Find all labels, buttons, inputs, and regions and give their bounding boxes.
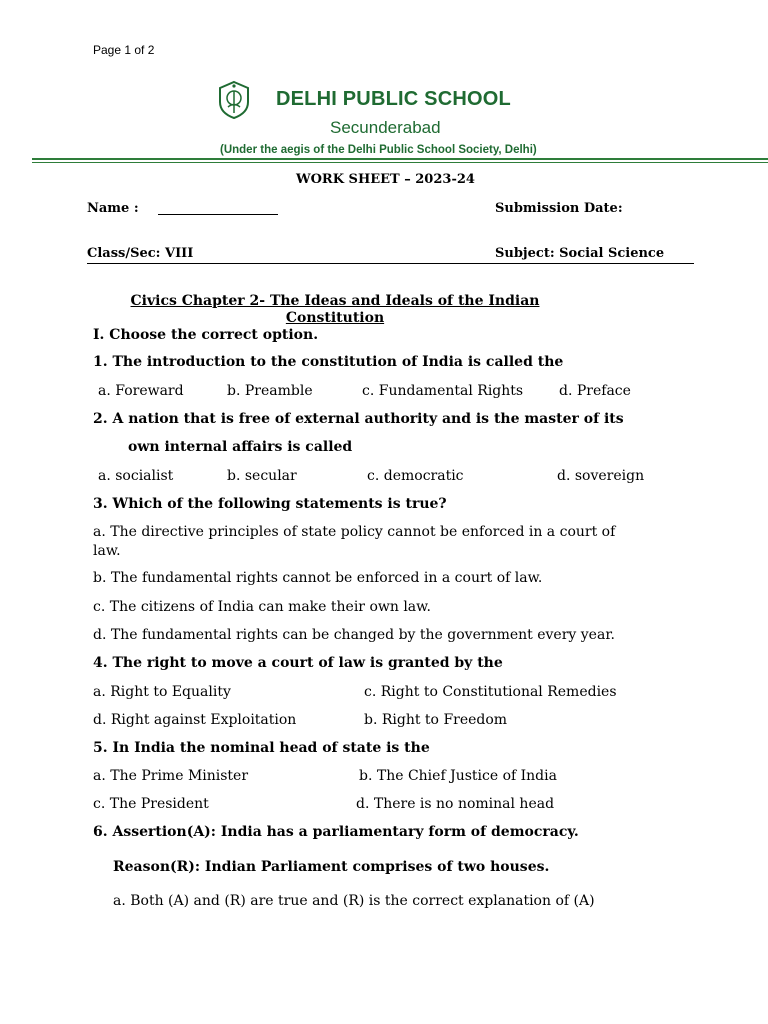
school-aegis: (Under the aegis of the Delhi Public School Society, Delhi)	[220, 144, 537, 156]
q2-option-a: a. socialist	[98, 468, 174, 484]
q5-option-b: b. The Chief Justice of India	[359, 768, 557, 784]
submission-date-label: Submission Date:	[495, 201, 623, 216]
q1-option-b: b. Preamble	[227, 383, 313, 399]
name-blank-line	[158, 214, 278, 215]
q5-option-d: d. There is no nominal head	[356, 796, 555, 812]
q5-option-c: c. The President	[93, 796, 209, 812]
question-4: 4. The right to move a court of law is granted by the	[93, 655, 503, 671]
question-1: 1. The introduction to the constitution of India is called the	[93, 354, 564, 370]
school-city: Secunderabad	[330, 118, 441, 137]
question-2-continued: own internal affairs is called	[128, 439, 353, 455]
q4-option-d: d. Right against Exploitation	[93, 712, 297, 728]
q2-option-c: c. democratic	[367, 468, 464, 484]
q2-option-b: b. secular	[227, 468, 297, 484]
question-3: 3. Which of the following statements is true?	[93, 496, 447, 512]
dps-emblem-icon	[214, 80, 254, 120]
q4-option-c: c. Right to Constitutional Remedies	[364, 684, 617, 700]
worksheet-title: WORK SHEET – 2023-24	[296, 172, 475, 187]
header-divider	[32, 158, 768, 160]
header-divider-thin	[32, 162, 768, 163]
question-5: 5. In India the nominal head of state is the	[93, 740, 430, 756]
q3-option-a-continued: law.	[93, 543, 121, 559]
name-label: Name :	[87, 201, 139, 216]
q1-option-a: a. Foreward	[98, 383, 184, 399]
chapter-title: Civics Chapter 2- The Ideas and Ideals of the Indian Constitution	[130, 293, 540, 326]
q3-option-d: d. The fundamental rights can be changed by the government every year.	[93, 627, 615, 643]
q4-option-a: a. Right to Equality	[93, 684, 231, 700]
q1-option-d: d. Preface	[559, 383, 631, 399]
q3-option-a: a. The directive principles of state policy cannot be enforced in a court of	[93, 524, 616, 540]
class-section-label: Class/Sec: VIII	[87, 246, 194, 261]
q1-option-c: c. Fundamental Rights	[362, 383, 524, 399]
question-2: 2. A nation that is free of external authority and is the master of its	[93, 411, 624, 427]
page-indicator: Page 1 of 2	[93, 43, 155, 57]
info-divider	[87, 263, 694, 264]
q6-option-a: a. Both (A) and (R) are true and (R) is the correct explanation of (A)	[113, 893, 595, 909]
school-name: DELHI PUBLIC SCHOOL	[276, 88, 511, 110]
q3-option-b: b. The fundamental rights cannot be enforced in a court of law.	[93, 570, 543, 586]
subject-label: Subject: Social Science	[495, 246, 665, 261]
q5-option-a: a. The Prime Minister	[93, 768, 249, 784]
section-heading: I. Choose the correct option.	[93, 327, 319, 343]
q3-option-c: c. The citizens of India can make their own law.	[93, 599, 431, 615]
question-6-assertion: 6. Assertion(A): India has a parliamentary form of democracy.	[93, 824, 579, 840]
question-6-reason: Reason(R): Indian Parliament comprises of two houses.	[113, 859, 550, 875]
q2-option-d: d. sovereign	[557, 468, 645, 484]
q4-option-b: b. Right to Freedom	[364, 712, 508, 728]
